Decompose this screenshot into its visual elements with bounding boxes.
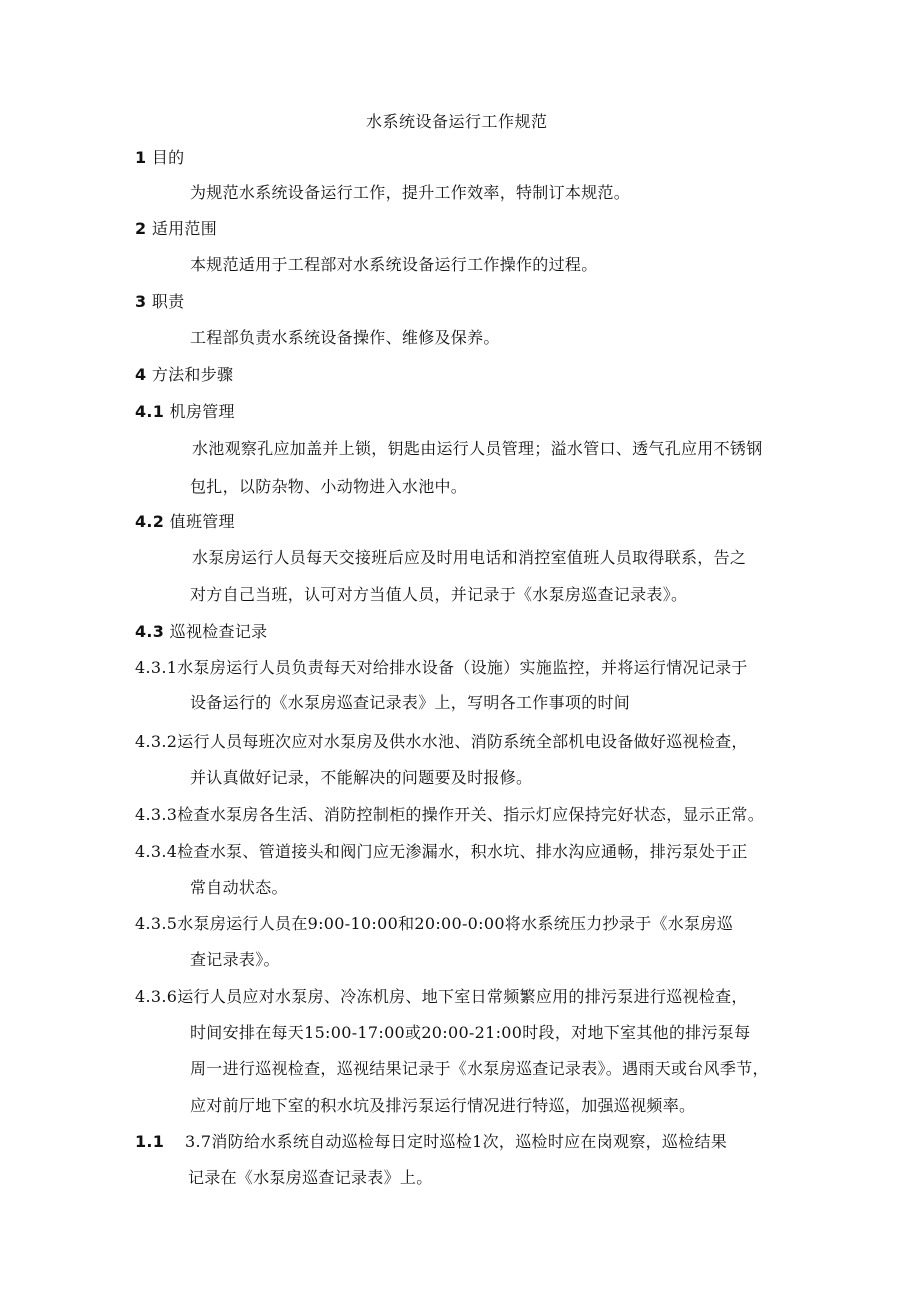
section-1-title: 目的 [151,148,185,167]
item-4-3-6-line-4: 应对前厅地下室的积水坑及排污泵运行情况进行特巡，加强巡视频率。 [190,1096,696,1115]
item-4-3-3-number: 4.3.3 [135,805,178,824]
section-4-2-line-2: 对方自己当班，认可对方当值人员，并记录于《水泵房巡查记录表》。 [190,585,688,604]
section-4-1-title: 机房管理 [169,402,235,421]
item-4-3-3-text-1: 检查水泵房各生活、消防控制柜的操作开关、指示灯应保持完好状态，显示正常。 [177,805,765,824]
item-4-3-1-line-2: 设备运行的《水泵房巡查记录表》上，写明各工作事项的时间 [190,693,631,712]
section-4-heading [135,365,233,385]
item-4-3-5-line-2: 查记录表》。 [190,950,280,969]
section-4-1-line-2: 包扎，以防杂物、小动物进入水池中。 [190,477,468,496]
item-4-3-6-text-1: 运行人员应对水泵房、冷冻机房、地下室日常频繁应用的排污泵进行巡视检查， [177,987,748,1006]
item-4-3-6-line-1 [135,987,748,1007]
item-4-3-1-line-1 [135,658,748,678]
item-4-3-5-line-1 [135,914,733,934]
section-4-3-title: 巡视检查记录 [169,622,268,641]
item-4-3-1-number: 4.3.1 [135,658,178,677]
item-4-3-6-line-2: 时间安排在每天15:00-17:00或20:00-21:00时段，对地下室其他的排污泵每 [190,1023,751,1042]
item-4-3-2-line-2: 并认真做好记录，不能解决的问题要及时报修。 [190,768,533,787]
item-1-1-line-2: 记录在《水泵房巡查记录表》上。 [188,1168,433,1187]
section-4-2-number: 4.2 [135,512,165,531]
section-4-number: 4 [135,365,147,384]
section-1-number: 1 [135,148,147,167]
section-4-2-line-1: 水泵房运行人员每天交接班后应及时用电话和消控室值班人员取得联系，告之 [192,548,747,567]
item-4-3-6-number: 4.3.6 [135,987,178,1006]
section-3-number: 3 [135,292,147,311]
section-3-title: 职责 [151,292,185,311]
section-2-number: 2 [135,219,147,238]
section-4-1-line-1: 水池观察孔应加盖并上锁，钥匙由运行人员管理；溢水管口、透气孔应用不锈钢 [192,439,763,458]
item-4-3-5-text-1: 水泵房运行人员在9:00-10:00和20:00-0:00将水系统压力抄录于《水泵房巡 [177,914,734,933]
item-4-3-4-line-1 [135,842,748,862]
section-2-heading [135,219,217,239]
item-4-3-2-number: 4.3.2 [135,732,178,751]
item-4-3-2-line-1 [135,732,748,752]
section-4-3-number: 4.3 [135,622,165,641]
section-4-2-heading [135,512,235,532]
item-4-3-1-text-1: 水泵房运行人员负责每天对给排水设备（设施）实施监控，并将运行情况记录于 [177,658,748,677]
item-1-1-line-1 [135,1132,727,1152]
section-4-1-heading [135,402,235,422]
section-2-title: 适用范围 [151,219,218,238]
item-4-3-4-text-1: 检查水泵、管道接头和阀门应无渗漏水，积水坑、排水沟应通畅，排污泵处于正 [177,842,748,861]
section-4-1-number: 4.1 [135,402,165,421]
section-2-text: 本规范适用于工程部对水系统设备运行工作操作的过程。 [190,255,598,274]
item-4-3-6-line-3: 周一进行巡视检查，巡视结果记录于《水泵房巡查记录表》。遇雨天或台风季节， [190,1059,769,1078]
section-3-heading [135,292,184,312]
item-4-3-3-line-1 [135,805,764,825]
item-4-3-2-text-1: 运行人员每班次应对水泵房及供水水池、消防系统全部机电设备做好巡视检查， [177,732,748,751]
section-1-heading [135,148,184,168]
section-1-text: 为规范水系统设备运行工作，提升工作效率，特制订本规范。 [190,183,631,202]
section-4-title: 方法和步骤 [151,365,234,384]
document-title: 水系统设备运行工作规范 [366,112,548,131]
item-1-1-number: 1.1 [135,1132,165,1151]
section-4-3-heading [135,622,267,642]
item-4-3-4-line-2: 常自动状态。 [190,878,288,897]
section-3-text: 工程部负责水系统设备操作、维修及保养。 [190,328,500,347]
item-4-3-5-number: 4.3.5 [135,914,178,933]
item-4-3-4-number: 4.3.4 [135,842,178,861]
section-4-2-title: 值班管理 [169,512,235,531]
item-1-1-text-1: 3.7消防给水系统自动巡检每日定时巡检1次，巡检时应在岗观察，巡检结果 [185,1132,728,1151]
